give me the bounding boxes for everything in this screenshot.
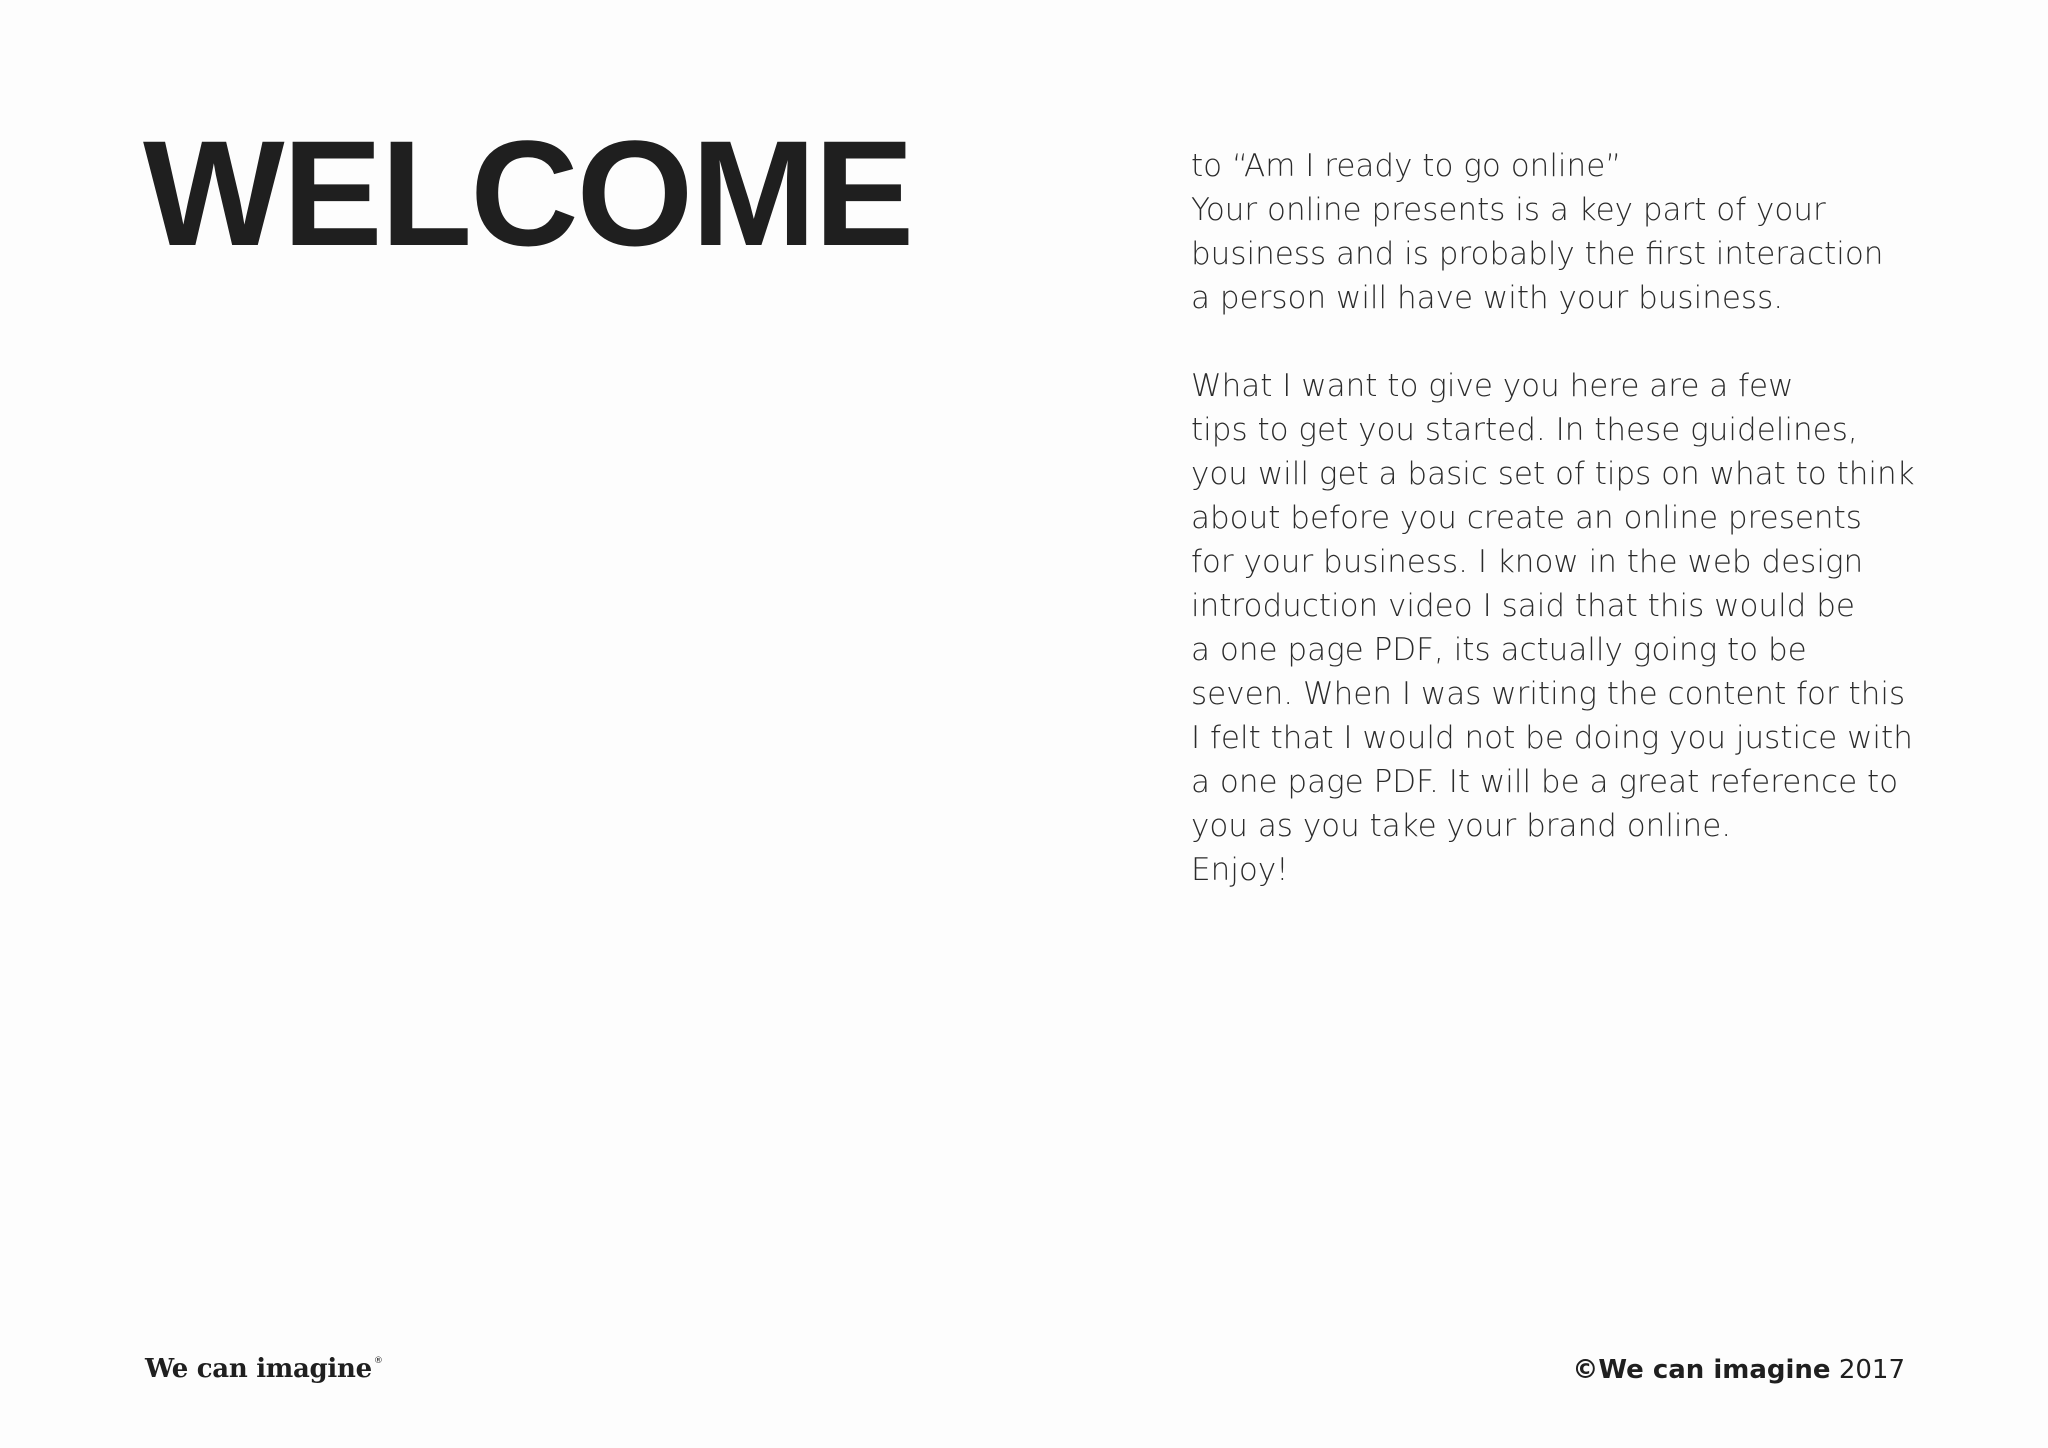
copyright-brand: ©We can imagine [1572,1355,1831,1385]
paragraph-spacer [1191,320,1951,364]
footer-logo [145,1354,383,1384]
copyright-year: 2017 [1838,1355,1905,1385]
welcome-text [1191,144,1951,892]
text-line: Your online presents is a key part of your [1191,192,1826,228]
text-line: about before you create an online presents [1191,500,1862,536]
intro-paragraph [1191,144,1951,320]
text-line: to “Am I ready to go online” [1191,148,1622,184]
text-line: a person will have with your business. [1191,280,1784,316]
text-line: you as you take your brand online. [1191,808,1732,844]
text-line: for your business. I know in the web design [1191,544,1864,580]
page-title: WELCOME [143,109,913,277]
text-line: tips to get you started. In these guidelines, [1191,412,1858,448]
text-line: Enjoy! [1191,852,1289,888]
text-line: a one page PDF. It will be a great reference to [1191,764,1899,800]
logo-text: We can imagine [145,1354,372,1384]
text-line: I felt that I would not be doing you justice with [1191,720,1913,756]
text-line: introduction video I said that this would be [1191,588,1855,624]
body-paragraph [1191,364,1951,892]
registered-mark: ® [373,1356,383,1366]
text-line: you will get a basic set of tips on what to think [1191,456,1915,492]
footer-copyright [1572,1355,1905,1385]
text-line: a one page PDF, its actually going to be [1191,632,1807,668]
text-line: What I want to give you here are a few [1191,368,1794,404]
text-line: seven. When I was writing the content for this [1191,676,1906,712]
text-line: business and is probably the first interaction [1191,236,1884,272]
